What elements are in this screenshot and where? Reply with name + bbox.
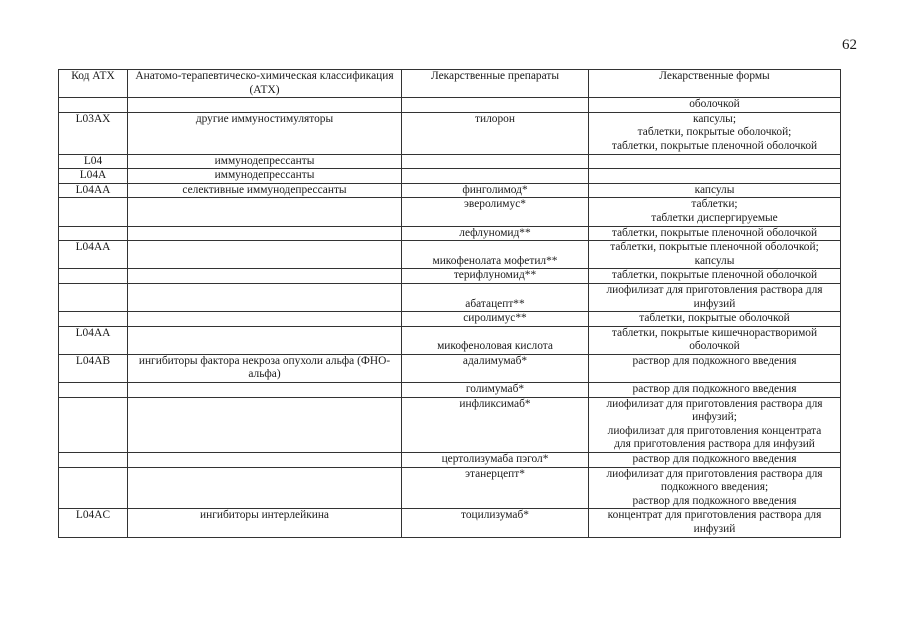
medicine-cell <box>402 154 589 169</box>
dosage-form-line: капсулы <box>694 254 735 267</box>
atx-code-cell <box>59 226 128 241</box>
medicine-cell: инфликсимаб* <box>402 397 589 452</box>
table-row <box>59 509 841 537</box>
dosage-form-line: таблетки, покрытые кишечнорастворимой <box>611 326 818 339</box>
atx-code-cell <box>59 312 128 327</box>
table-row <box>59 154 841 169</box>
atx-code-cell: L04A <box>59 169 128 184</box>
atx-code-cell: L04 <box>59 154 128 169</box>
table-row <box>59 112 841 154</box>
dosage-form-line: лиофилизат для приготовления концентрата <box>607 424 822 437</box>
atx-classification-cell: иммунодепрессанты <box>128 169 402 184</box>
dosage-form-line: раствор для подкожного введения <box>632 494 797 507</box>
dosage-form-line: таблетки, покрытые пленочной оболочкой; <box>610 241 819 254</box>
header-medicines: Лекарственные препараты <box>402 70 589 98</box>
atx-classification-cell: другие иммуностимуляторы <box>128 112 402 154</box>
atx-code-cell <box>59 383 128 398</box>
table-row <box>59 383 841 398</box>
dosage-forms-cell <box>589 154 841 169</box>
atx-classification-cell <box>128 198 402 226</box>
dosage-form-line: таблетки, покрытые пленочной оболочкой <box>611 269 818 282</box>
dosage-forms-cell <box>589 326 841 354</box>
dosage-form-line: таблетки, покрытые пленочной оболочкой <box>611 139 818 152</box>
table-row <box>59 98 841 113</box>
dosage-form-line: раствор для подкожного введения <box>632 383 797 396</box>
table-row <box>59 226 841 241</box>
medicine-cell: цертолизумаба пэгол* <box>402 453 589 468</box>
header-dosage-forms: Лекарственные формы <box>589 70 841 98</box>
atx-code-cell <box>59 98 128 113</box>
dosage-form-line: таблетки, покрытые оболочкой; <box>637 126 792 139</box>
atx-code-cell <box>59 198 128 226</box>
atx-classification-cell <box>128 397 402 452</box>
atx-classification-cell <box>128 283 402 311</box>
table-row <box>59 169 841 184</box>
dosage-forms-cell <box>589 467 841 509</box>
atx-classification-cell <box>128 226 402 241</box>
dosage-forms-cell <box>589 198 841 226</box>
medicine-cell: адалимумаб* <box>402 354 589 382</box>
atx-code-cell: L04AC <box>59 509 128 537</box>
atx-classification-cell: ингибиторы интерлейкина <box>128 509 402 537</box>
medicine-cell: микофеноловая кислота <box>402 326 589 354</box>
dosage-form-line: лиофилизат для приготовления раствора для <box>606 397 823 410</box>
table-row <box>59 283 841 311</box>
atx-classification-cell <box>128 467 402 509</box>
table-row <box>59 198 841 226</box>
dosage-form-line: раствор для подкожного введения <box>632 453 797 466</box>
dosage-form-line: таблетки диспергируемые <box>651 211 778 224</box>
medicine-cell: терифлуномид** <box>402 269 589 284</box>
dosage-forms-cell <box>589 509 841 537</box>
medicine-cell: голимумаб* <box>402 383 589 398</box>
dosage-form-line: таблетки, покрытые пленочной оболочкой <box>611 226 818 239</box>
dosage-forms-cell <box>589 169 841 184</box>
atx-code-cell <box>59 467 128 509</box>
dosage-forms-cell <box>589 269 841 284</box>
dosage-forms-cell <box>589 283 841 311</box>
dosage-form-line: инфузий; <box>692 411 737 424</box>
dosage-form-line: таблетки; <box>691 198 738 211</box>
dosage-forms-cell <box>589 397 841 452</box>
atx-code-cell <box>59 269 128 284</box>
table-header-row <box>59 70 841 98</box>
atx-classification-cell <box>128 98 402 113</box>
dosage-forms-cell <box>589 226 841 241</box>
dosage-forms-cell <box>589 383 841 398</box>
medicine-cell: сиролимус** <box>402 312 589 327</box>
table-row <box>59 269 841 284</box>
dosage-form-line: раствор для подкожного введения <box>632 354 797 367</box>
medicine-cell: тилорон <box>402 112 589 154</box>
table-row <box>59 354 841 382</box>
atx-classification-cell: ингибиторы фактора некроза опухоли альфа (ФНО-альфа) <box>128 354 402 382</box>
dosage-forms-cell <box>589 354 841 382</box>
dosage-forms-cell <box>589 98 841 113</box>
page-number: 62 <box>842 37 857 53</box>
dosage-form-line: лиофилизат для приготовления раствора для <box>606 283 823 296</box>
atx-classification-cell <box>128 312 402 327</box>
atx-code-cell <box>59 453 128 468</box>
dosage-form-line: подкожного введения; <box>660 481 769 494</box>
atx-medicines-table <box>58 69 841 538</box>
table-row <box>59 183 841 198</box>
medicine-cell: лефлуномид** <box>402 226 589 241</box>
medicine-cell <box>402 98 589 113</box>
dosage-forms-cell <box>589 183 841 198</box>
medicine-cell <box>402 169 589 184</box>
table-row <box>59 397 841 452</box>
medicine-cell: тоцилизумаб* <box>402 509 589 537</box>
atx-classification-cell: иммунодепрессанты <box>128 154 402 169</box>
atx-code-cell <box>59 283 128 311</box>
dosage-forms-cell <box>589 241 841 269</box>
dosage-forms-cell <box>589 312 841 327</box>
table-row <box>59 453 841 468</box>
dosage-form-line: лиофилизат для приготовления раствора для <box>606 467 823 480</box>
atx-code-cell: L04AB <box>59 354 128 382</box>
table-body <box>59 98 841 537</box>
medicine-cell: этанерцепт* <box>402 467 589 509</box>
table-row <box>59 326 841 354</box>
table-row <box>59 312 841 327</box>
dosage-form-line: для приготовления раствора для инфузий <box>614 438 815 451</box>
atx-code-cell: L03AX <box>59 112 128 154</box>
header-atx-classification: Анатомо-терапевтическо-химическая классификация (АТХ) <box>128 70 402 98</box>
table-row <box>59 241 841 269</box>
dosage-form-line: оболочкой <box>689 98 740 111</box>
dosage-form-line: капсулы <box>694 183 735 196</box>
dosage-forms-cell <box>589 453 841 468</box>
atx-code-cell: L04AA <box>59 241 128 269</box>
atx-classification-cell <box>128 241 402 269</box>
atx-code-cell: L04AA <box>59 326 128 354</box>
atx-classification-cell <box>128 269 402 284</box>
medicine-cell: финголимод* <box>402 183 589 198</box>
dosage-form-line: инфузий <box>693 297 736 310</box>
medicine-cell: эверолимус* <box>402 198 589 226</box>
atx-classification-cell <box>128 383 402 398</box>
medicine-cell: абатацепт** <box>402 283 589 311</box>
medicine-cell: микофенолата мофетил** <box>402 241 589 269</box>
dosage-form-line: оболочкой <box>689 340 740 353</box>
dosage-form-line: капсулы; <box>693 112 736 125</box>
dosage-form-line: таблетки, покрытые оболочкой <box>639 312 790 325</box>
header-atx-code: Код АТХ <box>59 70 128 98</box>
atx-classification-cell: селективные иммунодепрессанты <box>128 183 402 198</box>
atx-classification-cell <box>128 453 402 468</box>
atx-code-cell <box>59 397 128 452</box>
table-row <box>59 467 841 509</box>
dosage-form-line: инфузий <box>693 523 736 535</box>
dosage-form-line: концентрат для приготовления раствора для <box>607 509 822 522</box>
atx-classification-cell <box>128 326 402 354</box>
dosage-forms-cell <box>589 112 841 154</box>
atx-code-cell: L04AA <box>59 183 128 198</box>
